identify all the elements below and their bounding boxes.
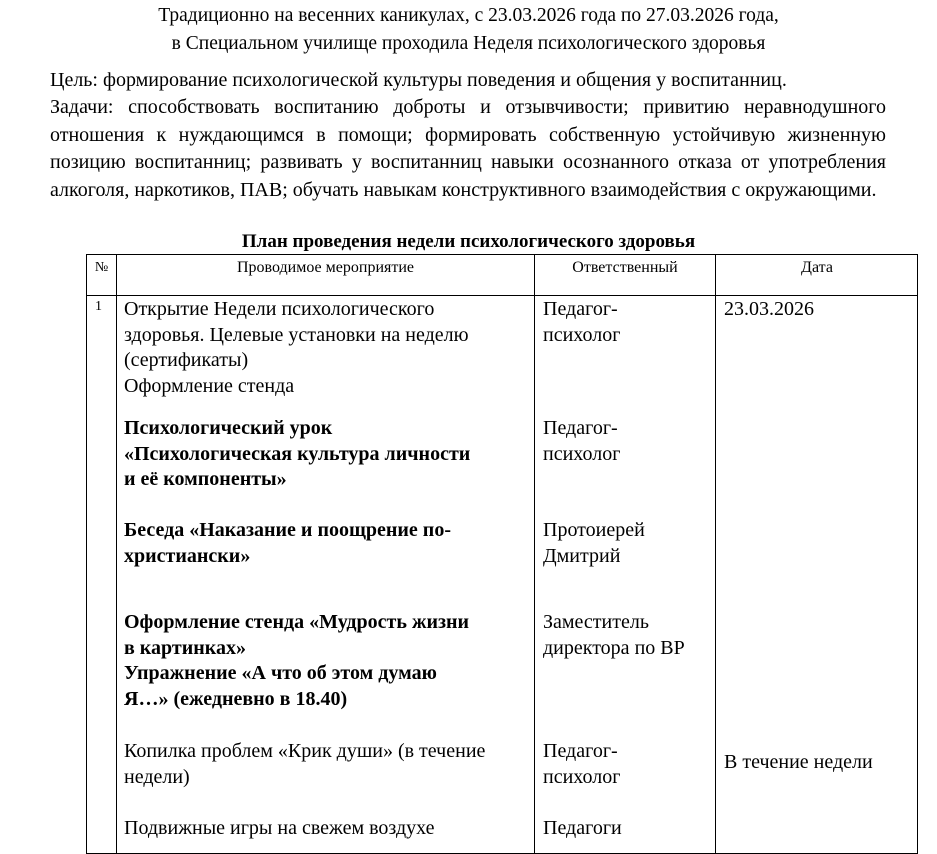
event-line: Я…» (ежедневно в 18.40) xyxy=(124,687,348,710)
responsible-line: Дмитрий xyxy=(543,544,621,567)
responsible-psych-lesson xyxy=(543,416,711,467)
column-divider xyxy=(116,255,117,853)
responsible-outdoor-games xyxy=(543,816,711,842)
responsible-line: Педагог- xyxy=(543,740,618,762)
event-line: христиански» xyxy=(124,544,251,567)
responsible-line: Заместитель xyxy=(543,611,649,633)
event-line: Подвижные игры на свежем воздухе xyxy=(124,817,435,839)
event-line: здоровья. Целевые установки на неделю xyxy=(124,323,469,346)
event-line: Психологический урок xyxy=(124,417,333,439)
column-divider xyxy=(715,255,716,853)
event-line: (сертификаты) xyxy=(124,349,249,371)
header-num: № xyxy=(94,260,109,275)
event-line: недели) xyxy=(124,765,190,788)
column-divider xyxy=(534,255,535,853)
header-responsible: Ответственный xyxy=(572,259,678,276)
tasks-paragraph: Задачи: способствовать воспитанию доброты и отзывчивости; привитию неравнодушного отношения к нуждающимся в помощи; формировать собственную устойчивую жизненную позицию воспитанниц; развивать у воспитанниц навыки осознанного отказа от употребления алкоголя, наркотиков, ПАВ; обучать навыкам конструктивного взаимодействия с окружающими. xyxy=(50,96,886,201)
responsible-line: психолог xyxy=(543,323,621,346)
event-line: «Психологическая культура личности xyxy=(124,442,471,465)
event-problem-box xyxy=(124,739,527,790)
responsible-opening xyxy=(543,297,711,348)
event-conversation xyxy=(124,518,527,569)
event-line: Оформление стенда «Мудрость жизни xyxy=(124,611,470,633)
header-event: Проводимое мероприятие xyxy=(236,259,415,276)
event-line: Упражнение «А что об этом думаю xyxy=(124,662,437,684)
responsible-line: Педагог- xyxy=(543,417,618,439)
header-line-2: в Специальном училище проходила Неделя психологического здоровья xyxy=(171,33,766,54)
date-during-week: В течение недели xyxy=(724,751,873,773)
responsible-line: Педагоги xyxy=(543,817,622,839)
event-line: Копилка проблем «Крик души» (в течение xyxy=(124,740,486,762)
header-divider xyxy=(87,295,917,296)
event-line: Открытие Недели психологического xyxy=(124,298,435,320)
event-outdoor-games xyxy=(124,816,527,842)
event-line: Беседа «Наказание и поощрение по- xyxy=(124,519,451,541)
responsible-problem-box xyxy=(543,739,711,790)
responsible-line: Протоиерей xyxy=(543,519,645,541)
plan-table xyxy=(86,254,918,854)
responsible-line: Педагог- xyxy=(543,298,618,320)
responsible-line: психолог xyxy=(543,765,621,788)
responsible-stand-exercise xyxy=(543,610,711,661)
event-psych-lesson xyxy=(124,416,527,493)
event-opening xyxy=(124,297,527,399)
header-date: Дата xyxy=(801,259,833,276)
responsible-line: директора по ВР xyxy=(543,636,685,659)
event-line: Оформление стенда xyxy=(124,374,295,397)
responsible-line: психолог xyxy=(543,442,621,465)
date-first: 23.03.2026 xyxy=(724,298,814,320)
event-line: в картинках» xyxy=(124,636,246,659)
event-line: и её компоненты» xyxy=(124,468,287,490)
header-line-1: Традиционно на весенних каникулах, с 23.03.2026 года по 27.03.2026 года, xyxy=(158,5,779,26)
plan-title: План проведения недели психологического здоровья xyxy=(241,231,696,252)
responsible-conversation xyxy=(543,518,711,569)
event-stand-exercise xyxy=(124,610,527,712)
goal-paragraph: Цель: формирование психологической культуры поведения и общения у воспитанниц. xyxy=(50,69,787,91)
row-number: 1 xyxy=(95,299,102,314)
